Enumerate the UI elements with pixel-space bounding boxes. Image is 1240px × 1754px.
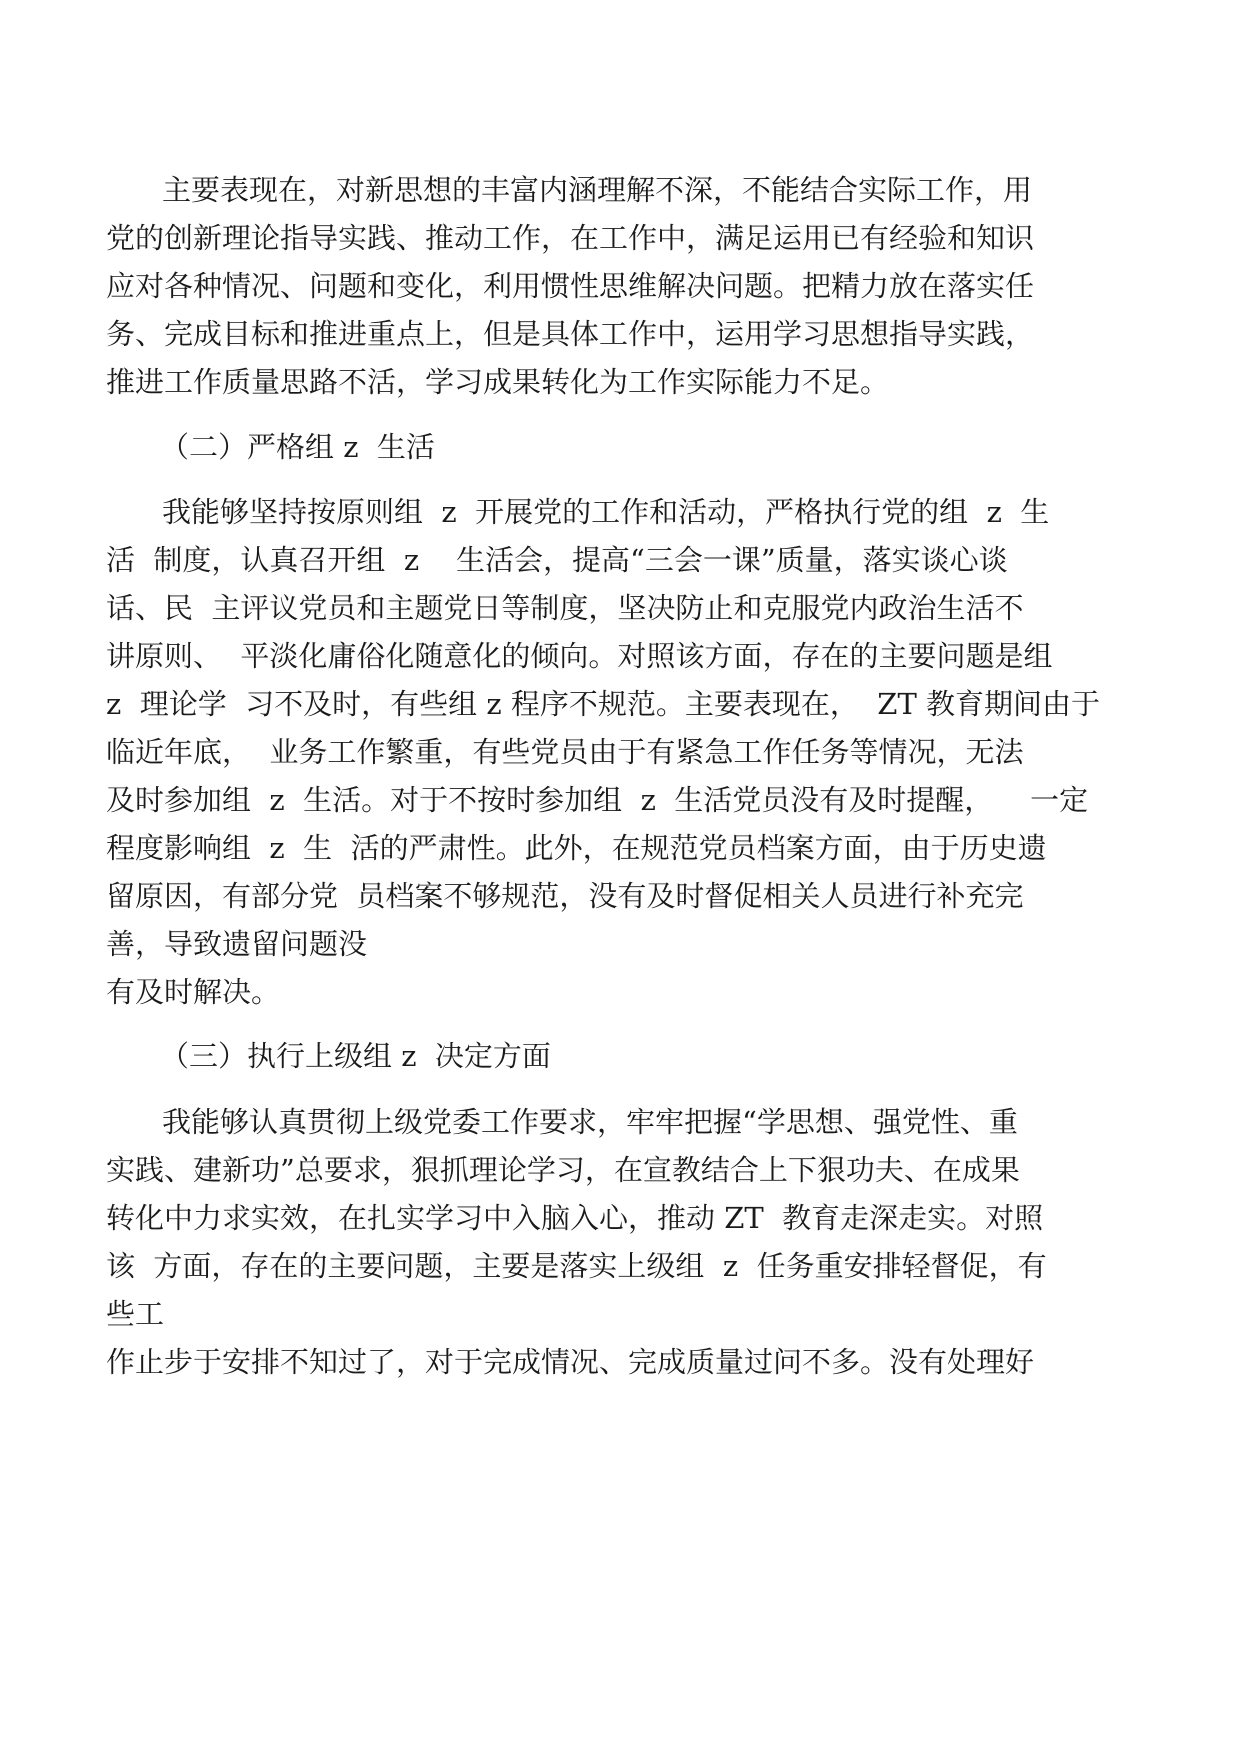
paragraph-line: 及时参加组 z 生活。对于不按时参加组 z 生活党员没有及时提醒， 一定 (106, 783, 1089, 817)
paragraph-line: 善，导致遗留问题没 (106, 927, 368, 961)
paragraph-line: 话、民 主评议党员和主题党日等制度，坚决防止和克服党内政治生活不 (106, 591, 1024, 625)
paragraph-line: 我能够认真贯彻上级党委工作要求，牢牢把握“学思想、强党性、重 (162, 1105, 1018, 1139)
paragraph-line: z 理论学 习不及时，有些组 z 程序不规范。主要表现在， ZT 教育期间由于 (106, 687, 1101, 721)
paragraph-line: 党的创新理论指导实践、推动工作，在工作中，满足运用已有经验和知识 (106, 221, 1035, 255)
paragraph-line: 活 制度，认真召开组 z 生活会，提高“三会一课”质量，落实谈心谈 (106, 543, 1008, 577)
paragraph-line: 我能够坚持按原则组 z 开展党的工作和活动，严格执行党的组 z 生 (162, 495, 1050, 529)
paragraph-line: 应对各种情况、问题和变化，利用惯性思维解决问题。把精力放在落实任 (106, 269, 1035, 303)
paragraph-line: 留原因，有部分党 员档案不够规范，没有及时督促相关人员进行补充完 (106, 879, 1024, 913)
section-heading: （二）严格组 z 生活 (160, 430, 435, 464)
paragraph-line: 作止步于安排不知过了，对于完成情况、完成质量过问不多。没有处理好 (106, 1345, 1035, 1379)
paragraph-line: 推进工作质量思路不活，学习成果转化为工作实际能力不足。 (106, 365, 890, 399)
section-heading: （三）执行上级组 z 决定方面 (160, 1039, 551, 1073)
paragraph-line: 务、完成目标和推进重点上，但是具体工作中，运用学习思想指导实践， (106, 317, 1035, 351)
paragraph-line: 该 方面，存在的主要问题，主要是落实上级组 z 任务重安排轻督促，有 (106, 1249, 1047, 1283)
paragraph-line: 主要表现在，对新思想的丰富内涵理解不深，不能结合实际工作，用 (162, 173, 1033, 207)
paragraph-line: 程度影响组 z 生 活的严肃性。此外，在规范党员档案方面，由于历史遗 (106, 831, 1047, 865)
paragraph-line: 临近年底， 业务工作繁重，有些党员由于有紧急工作任务等情况，无法 (106, 735, 1024, 769)
paragraph-line: 讲原则、 平淡化庸俗化随意化的倾向。对照该方面，存在的主要问题是组 (106, 639, 1053, 673)
paragraph-line: 实践、建新功”总要求，狠抓理论学习，在宣教结合上下狠功夫、在成果 (106, 1153, 1020, 1187)
paragraph-line: 些工 (106, 1297, 165, 1331)
paragraph-line: 转化中力求实效，在扎实学习中入脑入心，推动 ZT 教育走深走实。对照 (106, 1201, 1044, 1235)
paragraph-line: 有及时解决。 (106, 975, 281, 1009)
